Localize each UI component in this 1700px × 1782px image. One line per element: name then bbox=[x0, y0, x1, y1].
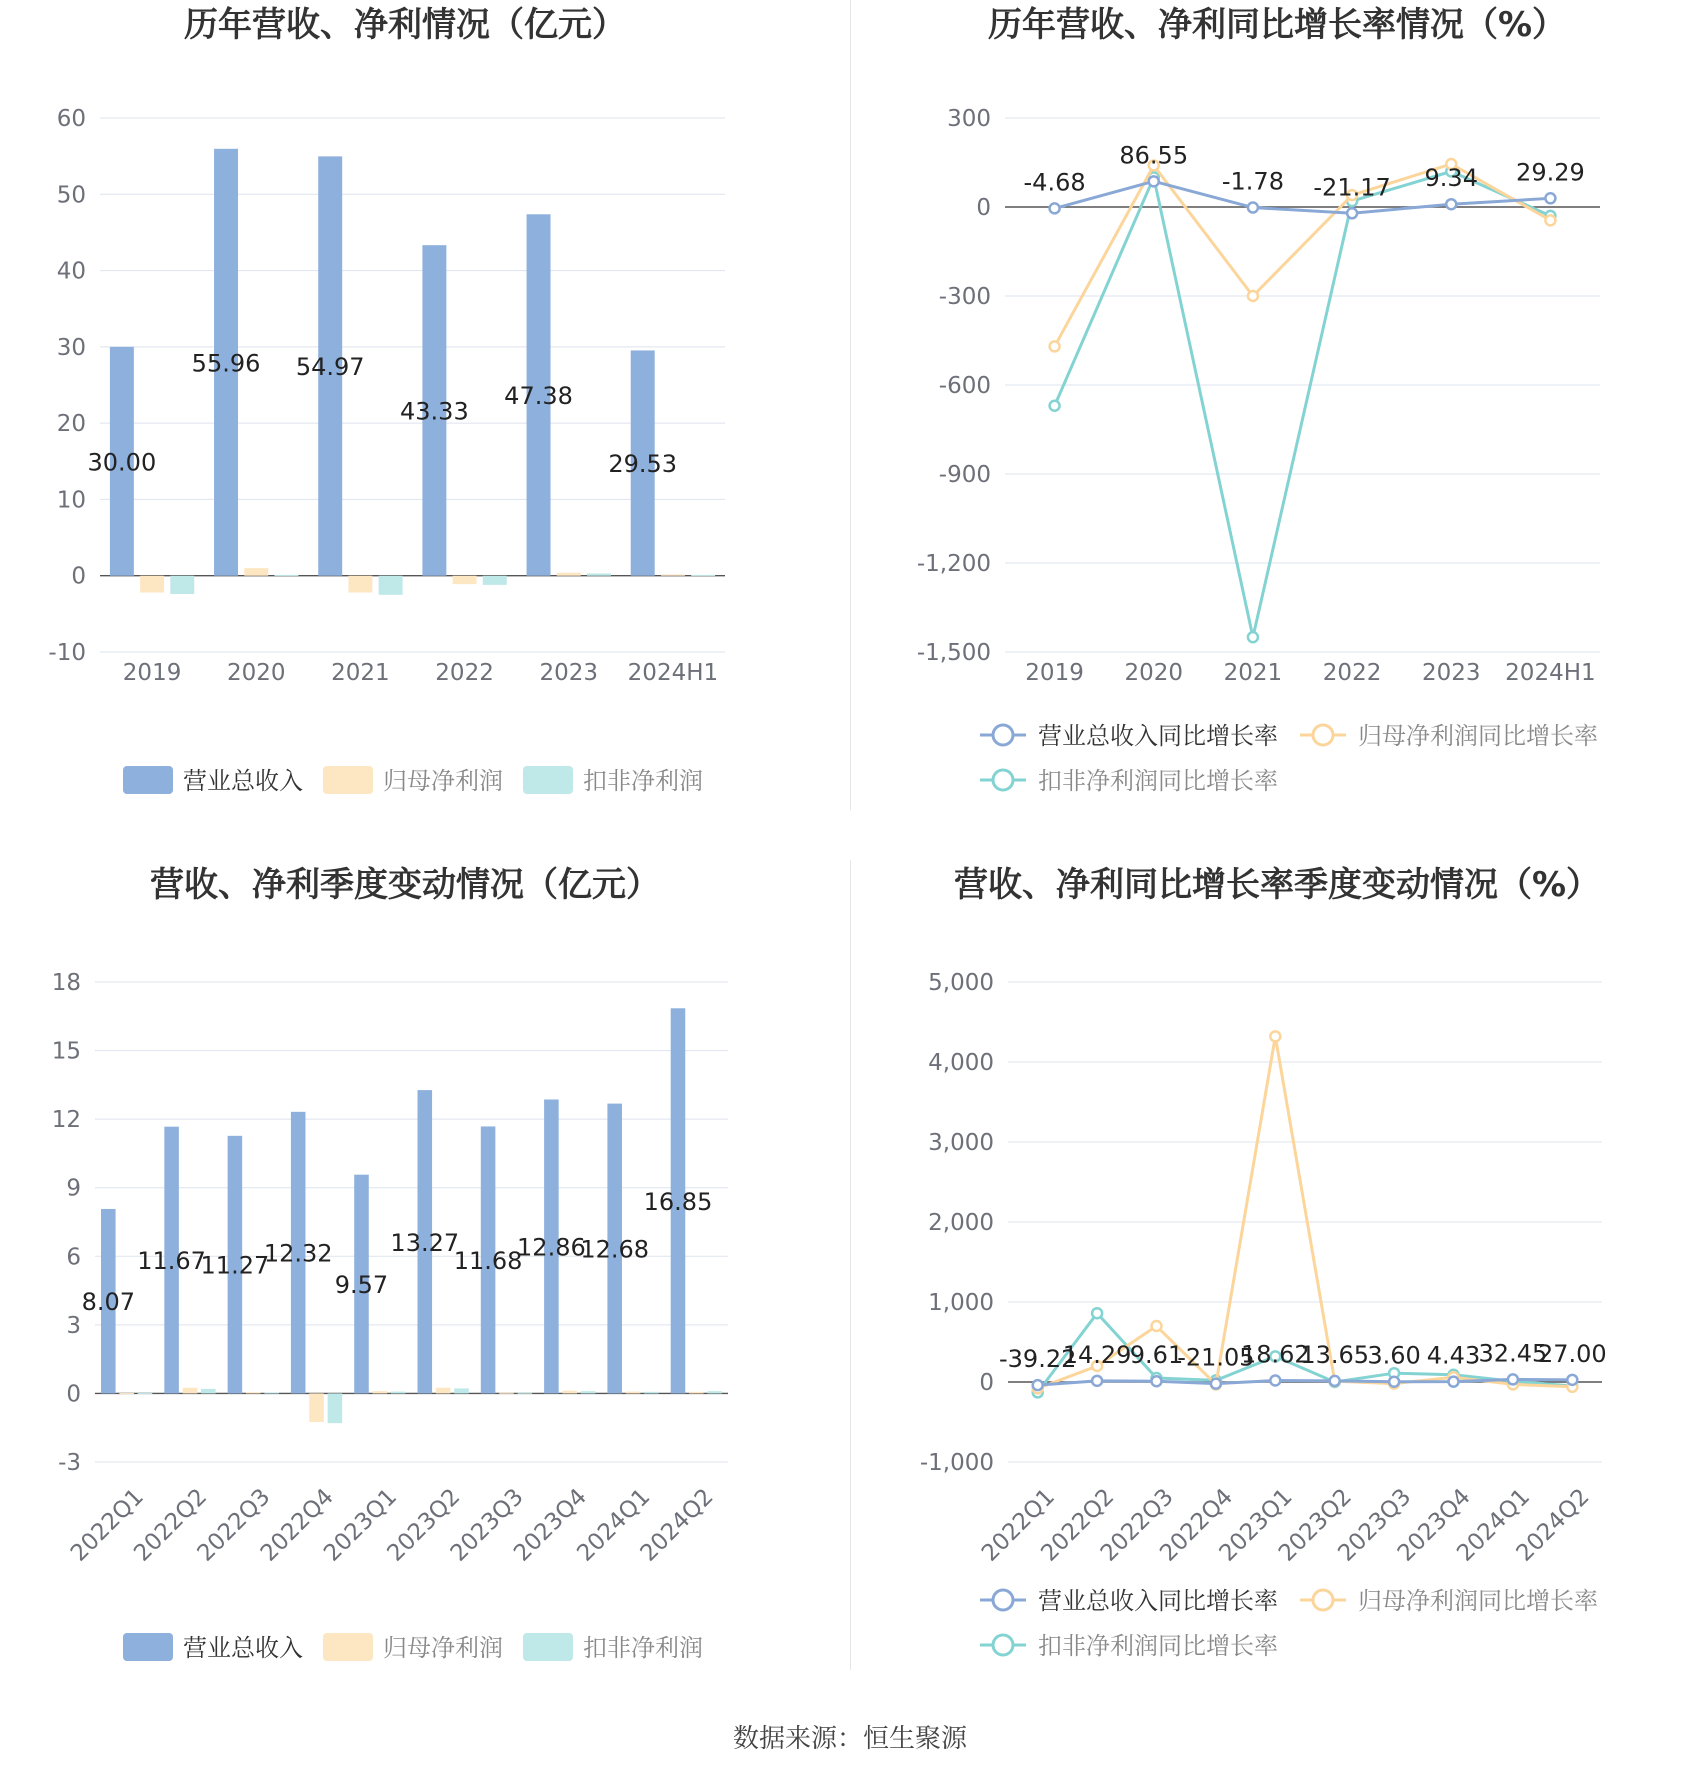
x-tick-label: 2024H1 bbox=[627, 660, 719, 686]
y-tick-label: 1,000 bbox=[928, 1290, 994, 1316]
data-label: -21.05 bbox=[1177, 1343, 1255, 1372]
bar-net-profit bbox=[557, 573, 581, 576]
data-label: 30.00 bbox=[87, 448, 157, 477]
x-tick-label: 2024H1 bbox=[1505, 660, 1596, 686]
data-label: 55.96 bbox=[191, 349, 261, 378]
y-tick-label: -1,200 bbox=[916, 551, 991, 577]
y-tick-label: 6 bbox=[66, 1244, 81, 1271]
bar-net-profit bbox=[119, 1393, 134, 1394]
x-tick-label: 2023Q2 bbox=[382, 1483, 466, 1567]
bar-net-profit bbox=[348, 576, 372, 593]
bar-deducted-profit bbox=[201, 1389, 216, 1394]
legend-marker bbox=[1313, 725, 1333, 745]
x-tick-label: 2020 bbox=[226, 660, 286, 686]
data-point bbox=[1152, 1376, 1162, 1386]
data-label: 12.68 bbox=[580, 1235, 650, 1264]
legend-label: 营业总收入同比增长率 bbox=[1038, 1587, 1278, 1615]
y-tick-label: 12 bbox=[51, 1107, 81, 1134]
bar-net-profit bbox=[453, 576, 477, 584]
data-label: 9.61 bbox=[1129, 1341, 1184, 1370]
data-point bbox=[1149, 176, 1159, 186]
data-point bbox=[1050, 203, 1060, 213]
quarterly-revenue-profit-chart bbox=[0, 860, 850, 1720]
y-tick-label: -10 bbox=[48, 640, 86, 666]
legend-marker bbox=[993, 1590, 1013, 1610]
bar-deducted-profit bbox=[391, 1392, 406, 1394]
y-tick-label: -1,000 bbox=[919, 1450, 994, 1476]
data-point bbox=[1508, 1374, 1518, 1384]
legend-swatch bbox=[323, 1633, 373, 1661]
legend-label: 归母净利润 bbox=[383, 1634, 503, 1662]
bar-net-profit bbox=[562, 1391, 577, 1394]
x-tick-label: 2022Q3 bbox=[192, 1483, 276, 1567]
y-tick-label: 50 bbox=[56, 182, 86, 209]
bar-deducted-profit bbox=[707, 1391, 722, 1393]
bar-net-profit bbox=[309, 1393, 324, 1422]
data-point bbox=[1033, 1380, 1043, 1390]
legend-label: 归母净利润同比增长率 bbox=[1358, 1587, 1598, 1615]
x-tick-label: 2023Q2 bbox=[1274, 1483, 1357, 1567]
data-label: 47.38 bbox=[504, 381, 573, 410]
bar-deducted-profit bbox=[170, 576, 194, 594]
data-point bbox=[1446, 199, 1456, 209]
y-tick-label: 9 bbox=[66, 1175, 81, 1202]
data-point bbox=[1092, 1308, 1102, 1318]
bar-deducted-profit bbox=[454, 1388, 469, 1393]
x-tick-label: 2022Q1 bbox=[65, 1483, 149, 1567]
data-label: 54.97 bbox=[295, 353, 365, 382]
x-tick-label: 2020 bbox=[1124, 660, 1184, 686]
y-tick-label: 300 bbox=[947, 106, 991, 132]
legend-swatch bbox=[123, 766, 173, 794]
chart-title: 营收、净利同比增长率季度变动情况（%） bbox=[953, 865, 1601, 905]
legend-label: 扣非净利润同比增长率 bbox=[1038, 1632, 1278, 1660]
legend-swatch bbox=[523, 1633, 573, 1661]
bar-net-profit bbox=[689, 1392, 704, 1394]
bar-deducted-profit bbox=[581, 1391, 596, 1393]
data-label: 86.55 bbox=[1119, 141, 1189, 170]
x-tick-label: 2021 bbox=[331, 660, 390, 686]
x-tick-label: 2024Q1 bbox=[1452, 1483, 1536, 1567]
data-point bbox=[1567, 1375, 1577, 1385]
bar-deducted-profit bbox=[518, 1393, 533, 1394]
data-label: 12.32 bbox=[263, 1239, 333, 1268]
legend-label: 营业总收入 bbox=[183, 767, 303, 795]
legend-marker bbox=[1313, 1590, 1333, 1610]
data-point bbox=[1050, 341, 1060, 351]
x-tick-label: 2022Q2 bbox=[129, 1483, 213, 1567]
x-tick-label: 2022 bbox=[1322, 660, 1382, 686]
y-tick-label: 60 bbox=[56, 106, 86, 132]
data-label: 27.00 bbox=[1537, 1339, 1607, 1368]
y-tick-label: 40 bbox=[56, 258, 86, 285]
data-point bbox=[1545, 193, 1555, 203]
legend-marker bbox=[993, 1635, 1013, 1655]
data-point bbox=[1050, 401, 1060, 411]
data-label: 11.27 bbox=[200, 1251, 270, 1280]
data-label: 16.85 bbox=[643, 1187, 713, 1216]
data-label: 11.68 bbox=[453, 1246, 523, 1275]
y-tick-label: -600 bbox=[938, 373, 991, 399]
panel-annual-bar bbox=[0, 0, 850, 860]
bar-deducted-profit bbox=[483, 576, 507, 585]
y-tick-label: 0 bbox=[976, 195, 991, 221]
series-line bbox=[1055, 171, 1551, 637]
y-tick-label: 20 bbox=[56, 411, 86, 438]
x-tick-label: 2023Q3 bbox=[1333, 1483, 1417, 1567]
data-label: 11.67 bbox=[137, 1247, 206, 1276]
data-point bbox=[1211, 1379, 1221, 1389]
bar-net-profit bbox=[499, 1393, 514, 1394]
y-tick-label: 15 bbox=[51, 1038, 81, 1065]
legend-label: 扣非净利润 bbox=[583, 767, 703, 795]
data-source: 数据来源：恒生聚源 bbox=[732, 1724, 967, 1754]
data-label: -39.22 bbox=[999, 1345, 1077, 1374]
legend-label: 扣非净利润 bbox=[583, 1634, 703, 1662]
chart-title: 营收、净利季度变动情况（亿元） bbox=[150, 865, 660, 905]
legend-label: 归母净利润同比增长率 bbox=[1358, 722, 1598, 750]
data-label: 3.60 bbox=[1367, 1341, 1421, 1370]
data-point bbox=[1545, 215, 1555, 225]
data-label: 14.29 bbox=[1062, 1340, 1132, 1369]
panel-quarterly-bar bbox=[0, 860, 850, 1720]
legend-label: 营业总收入 bbox=[183, 1634, 303, 1662]
x-tick-label: 2024Q2 bbox=[635, 1483, 719, 1567]
data-point bbox=[1449, 1377, 1459, 1387]
data-point bbox=[1330, 1376, 1340, 1386]
y-tick-label: 30 bbox=[56, 334, 86, 361]
y-tick-label: 3,000 bbox=[928, 1130, 994, 1156]
legend-swatch bbox=[523, 766, 573, 794]
panel-annual-growth bbox=[850, 0, 1700, 860]
x-tick-label: 2022 bbox=[435, 660, 494, 686]
data-point bbox=[1248, 291, 1258, 301]
data-label: -4.68 bbox=[1023, 168, 1086, 197]
x-tick-label: 2023 bbox=[539, 660, 599, 686]
data-point bbox=[1389, 1377, 1399, 1387]
data-label: 9.57 bbox=[334, 1271, 389, 1300]
bar-deducted-profit bbox=[264, 1393, 279, 1394]
data-label: 8.07 bbox=[81, 1288, 136, 1317]
x-tick-label: 2022Q2 bbox=[1036, 1483, 1120, 1567]
bar-net-profit bbox=[661, 575, 685, 576]
data-label: 18.62 bbox=[1240, 1340, 1310, 1369]
x-tick-label: 2023Q3 bbox=[445, 1483, 529, 1567]
legend-marker bbox=[993, 770, 1013, 790]
data-point bbox=[1248, 203, 1258, 213]
x-tick-label: 2024Q1 bbox=[572, 1483, 656, 1567]
bar-deducted-profit bbox=[138, 1393, 153, 1394]
y-tick-label: -1,500 bbox=[916, 640, 991, 666]
x-tick-label: 2021 bbox=[1223, 660, 1283, 686]
y-tick-label: 2,000 bbox=[928, 1210, 994, 1236]
bar-deducted-profit bbox=[691, 575, 715, 576]
x-tick-label: 2023Q1 bbox=[319, 1483, 403, 1567]
data-point bbox=[1270, 1376, 1280, 1386]
y-tick-label: 0 bbox=[66, 1381, 81, 1408]
y-tick-label: 4,000 bbox=[928, 1050, 994, 1076]
legend-label: 营业总收入同比增长率 bbox=[1038, 722, 1278, 750]
data-label: 32.45 bbox=[1478, 1339, 1548, 1368]
data-label: 9.34 bbox=[1424, 164, 1478, 193]
data-point bbox=[1092, 1376, 1102, 1386]
legend-swatch bbox=[123, 1633, 173, 1661]
y-tick-label: -3 bbox=[58, 1450, 81, 1476]
y-tick-label: 0 bbox=[979, 1370, 994, 1396]
legend-label: 扣非净利润同比增长率 bbox=[1038, 767, 1278, 795]
x-tick-label: 2022Q1 bbox=[977, 1483, 1060, 1567]
bar-net-profit bbox=[626, 1392, 641, 1394]
x-tick-label: 2023Q4 bbox=[509, 1483, 592, 1567]
y-tick-label: -300 bbox=[938, 284, 991, 310]
bar-deducted-profit bbox=[379, 576, 403, 595]
bar-net-profit bbox=[140, 576, 164, 593]
data-label: 43.33 bbox=[400, 397, 469, 426]
y-tick-label: 3 bbox=[66, 1312, 81, 1339]
data-label: 13.65 bbox=[1300, 1340, 1370, 1369]
bar-deducted-profit bbox=[644, 1392, 659, 1394]
bar-net-profit bbox=[373, 1391, 388, 1393]
bar-deducted-profit bbox=[274, 575, 298, 576]
x-tick-label: 2023Q1 bbox=[1214, 1483, 1298, 1567]
x-tick-label: 2022Q4 bbox=[255, 1483, 339, 1567]
panel-quarterly-growth bbox=[850, 860, 1700, 1720]
y-tick-label: 18 bbox=[51, 970, 81, 996]
data-label: 4.43 bbox=[1426, 1341, 1481, 1370]
bar-net-profit bbox=[183, 1388, 198, 1394]
data-point bbox=[1152, 1321, 1162, 1331]
data-label: 29.29 bbox=[1516, 158, 1585, 187]
bar-deducted-profit bbox=[328, 1393, 343, 1423]
data-label: 13.27 bbox=[390, 1228, 460, 1257]
data-point bbox=[1347, 208, 1357, 218]
data-label: -1.78 bbox=[1221, 167, 1284, 196]
legend-label: 归母净利润 bbox=[383, 767, 503, 795]
data-point bbox=[1248, 632, 1258, 642]
bar-net-profit bbox=[436, 1388, 451, 1394]
y-tick-label: 0 bbox=[71, 563, 86, 590]
annual-revenue-profit-chart bbox=[0, 0, 850, 860]
annual-growth-rate-chart bbox=[850, 0, 1700, 860]
bar-net-profit bbox=[246, 1392, 261, 1393]
quarterly-growth-rate-chart bbox=[850, 860, 1700, 1720]
y-tick-label: 10 bbox=[56, 487, 86, 514]
chart-title: 历年营收、净利同比增长率情况（%） bbox=[987, 5, 1567, 45]
legend-swatch bbox=[323, 766, 373, 794]
bar-deducted-profit bbox=[587, 573, 611, 575]
y-tick-label: 5,000 bbox=[928, 970, 994, 996]
x-tick-label: 2022Q4 bbox=[1155, 1483, 1239, 1567]
chart-title: 历年营收、净利情况（亿元） bbox=[184, 5, 626, 45]
data-label: 29.53 bbox=[608, 450, 678, 479]
x-tick-label: 2019 bbox=[1025, 660, 1084, 686]
legend-marker bbox=[993, 725, 1013, 745]
bar-net-profit bbox=[244, 568, 268, 576]
x-tick-label: 2019 bbox=[122, 660, 182, 686]
data-point bbox=[1270, 1031, 1280, 1041]
x-tick-label: 2022Q3 bbox=[1095, 1483, 1179, 1567]
x-tick-label: 2023Q4 bbox=[1392, 1483, 1476, 1567]
x-tick-label: 2023 bbox=[1421, 660, 1481, 686]
data-label: -21.17 bbox=[1313, 173, 1391, 202]
x-tick-label: 2024Q2 bbox=[1511, 1483, 1595, 1567]
y-tick-label: -900 bbox=[938, 462, 991, 488]
data-label: 12.86 bbox=[517, 1233, 586, 1262]
